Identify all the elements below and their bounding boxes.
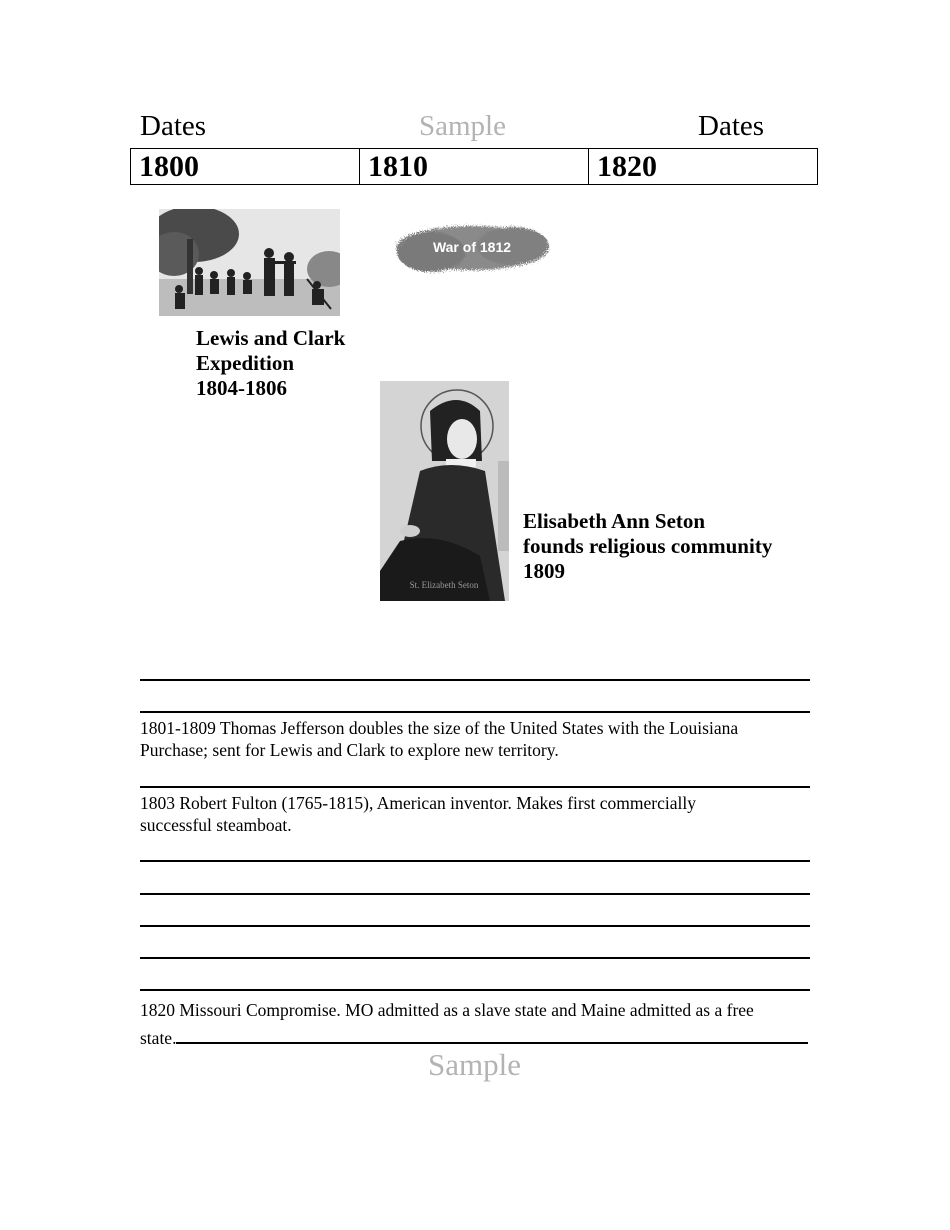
lewis-clark-expedition-image: [159, 209, 340, 316]
ruled-line: [140, 957, 810, 959]
entry-missouri: [140, 996, 820, 1052]
ruled-line: [140, 711, 810, 713]
entry-fulton: [140, 792, 820, 836]
timeline-years-table: [130, 148, 818, 185]
caption-line: founds religious community: [523, 534, 773, 558]
caption-line: Elisabeth Ann Seton: [523, 509, 706, 533]
caption-line: Lewis and Clark: [196, 326, 346, 350]
war-of-1812-text: War of 1812: [432, 239, 512, 255]
seton-caption: [523, 509, 772, 584]
entry-line: successful steamboat.: [140, 815, 292, 835]
year-cell-1810: 1810: [360, 149, 589, 185]
caption-line: 1804-1806: [196, 376, 287, 400]
year-cell-1800: 1800: [131, 149, 360, 185]
lewis-clark-caption: [196, 326, 345, 401]
ruled-line: [140, 925, 810, 927]
elisabeth-seton-portrait: [380, 381, 509, 601]
caption-line: 1809: [523, 559, 565, 583]
ruled-line: [140, 860, 810, 862]
ruled-line: [140, 786, 810, 788]
ruled-line: [140, 893, 810, 895]
entry-text: state.: [140, 1028, 177, 1048]
ruled-line: [140, 989, 810, 991]
seton-inscription: St. Elizabeth Seton: [409, 580, 479, 590]
caption-line: Expedition: [196, 351, 295, 375]
year-cell-1820: 1820: [589, 149, 818, 185]
entry-line: Purchase; sent for Lewis and Clark to explore new territory.: [140, 740, 559, 760]
entry-line: 1803 Robert Fulton (1765-1815), American inventor. Makes first commercially: [140, 793, 697, 813]
dates-label-left: Dates: [140, 110, 207, 142]
ruled-line: [140, 679, 810, 681]
war-of-1812-image: [391, 218, 553, 278]
entry-line: 1820 Missouri Compromise. MO admitted as a slave state and Maine admitted as a free: [140, 1000, 754, 1020]
sample-watermark-top: Sample: [419, 110, 506, 142]
dates-label-right: Dates: [698, 110, 765, 142]
entry-line: 1801-1809 Thomas Jefferson doubles the size of the United States with the Louisiana: [140, 718, 739, 738]
entry-jefferson: [140, 717, 820, 761]
blank-answer-line: [176, 1042, 808, 1044]
sample-watermark-bottom: Sample: [428, 1047, 521, 1082]
